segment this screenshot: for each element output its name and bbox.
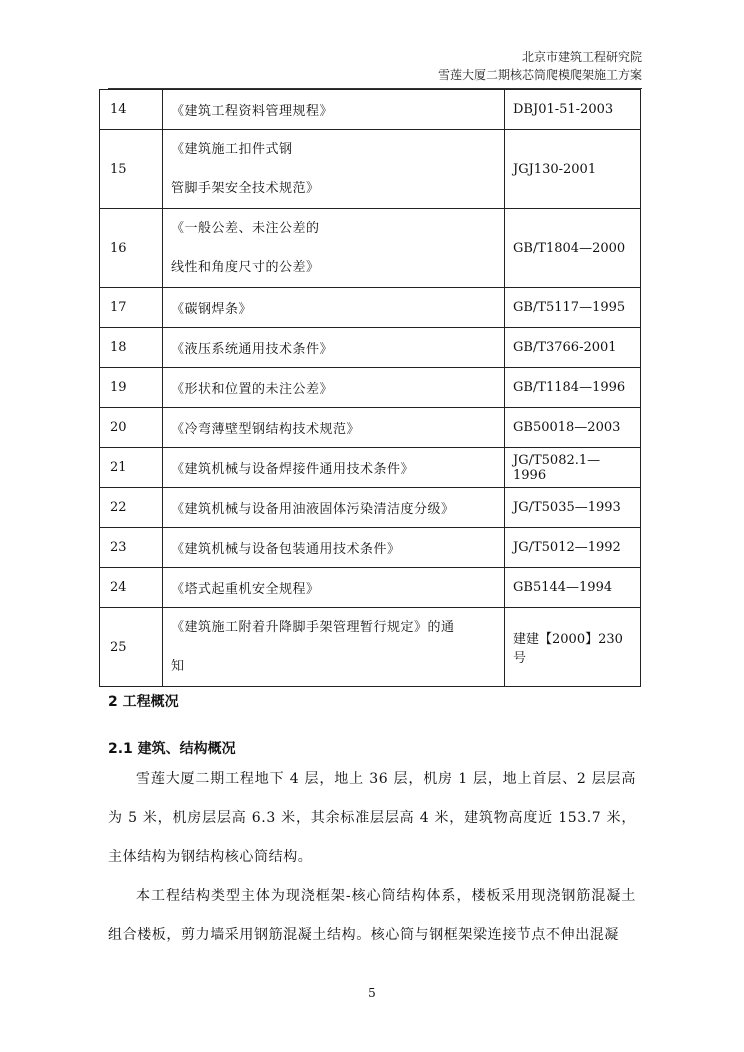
- standard-name: [163, 408, 505, 448]
- standard-code: GB50018—2003: [505, 408, 641, 448]
- standard-name-line: 《建筑工程资料管理规程》: [171, 104, 334, 119]
- standard-name-line: 《冷弯薄壁型钢结构技术规范》: [171, 422, 361, 437]
- standard-name-line: 《一般公差、未注公差的: [171, 221, 320, 236]
- header-title: 雪莲大厦二期核芯筒爬模爬架施工方案: [437, 68, 642, 82]
- row-number: 16: [100, 209, 163, 288]
- row-number: 23: [100, 528, 163, 568]
- standard-name-line: 《建筑机械与设备包装通用技术条件》: [171, 542, 401, 557]
- page-number: 5: [368, 986, 376, 1000]
- row-number: 18: [100, 328, 163, 368]
- section-2-1-title: 2.1 建筑、结构概况: [108, 741, 236, 757]
- standard-code: GB/T1804—2000: [505, 209, 641, 288]
- table-row: [100, 288, 641, 328]
- row-number: 21: [100, 448, 163, 488]
- standard-name: [163, 90, 505, 130]
- standard-name: [163, 288, 505, 328]
- standard-name-line: 《建筑施工附着升降脚手架管理暂行规定》的通: [171, 620, 455, 635]
- standard-name: [163, 448, 505, 488]
- standard-code: GB/T3766-2001: [505, 328, 641, 368]
- standard-name-line: 《建筑施工扣件式钢: [171, 142, 293, 157]
- paragraph-structure: 本工程结构类型主体为现浇框架-核心筒结构体系，楼板采用现浇钢筋混凝土组合楼板，剪力墙采用钢筋混凝土结构。核心筒与钢框架梁连接节点不伸出混凝: [108, 888, 636, 943]
- row-number: 24: [100, 568, 163, 608]
- row-number: 20: [100, 408, 163, 448]
- standard-name-line: 知: [171, 659, 185, 674]
- standard-name: [163, 568, 505, 608]
- standard-code: GB/T1184—1996: [505, 368, 641, 408]
- standard-code: JG/T5035—1993: [505, 488, 641, 528]
- standard-name-line: 《碳钢焊条》: [171, 302, 253, 317]
- table-row: [100, 488, 641, 528]
- standard-name: [163, 488, 505, 528]
- row-number: 15: [100, 130, 163, 209]
- table-row: [100, 368, 641, 408]
- section-2-title: 2 工程概况: [108, 694, 179, 710]
- standard-name: [163, 528, 505, 568]
- standard-name: [163, 209, 505, 288]
- standard-code: JGJ130-2001: [505, 130, 641, 209]
- standard-code: 建建【2000】230 号: [505, 608, 641, 687]
- row-number: 22: [100, 488, 163, 528]
- standard-code: GB5144—1994: [505, 568, 641, 608]
- row-number: 14: [100, 90, 163, 130]
- standard-name-line: 《建筑机械与设备焊接件通用技术条件》: [171, 462, 415, 477]
- row-number: 17: [100, 288, 163, 328]
- table-row: [100, 408, 641, 448]
- standard-name-line: 线性和角度尺寸的公差》: [171, 260, 320, 275]
- standard-code: JG/T5012—1992: [505, 528, 641, 568]
- table-row: [100, 130, 641, 209]
- standard-code: GB/T5117—1995: [505, 288, 641, 328]
- row-number: 25: [100, 608, 163, 687]
- row-number: 19: [100, 368, 163, 408]
- standard-name-line: 《液压系统通用技术条件》: [171, 342, 334, 357]
- standards-table: [99, 89, 641, 687]
- table-row: [100, 528, 641, 568]
- standard-name-line: 《塔式起重机安全规程》: [171, 582, 320, 597]
- standard-name-line: 《建筑机械与设备用油液固体污染清洁度分级》: [171, 502, 455, 517]
- standard-code: JG/T5082.1—1996: [505, 448, 641, 488]
- table-row: [100, 90, 641, 130]
- standard-code: DBJ01-51-2003: [505, 90, 641, 130]
- standard-name: [163, 328, 505, 368]
- standard-name: [163, 130, 505, 209]
- table-row: [100, 608, 641, 687]
- header-org: 北京市建筑工程研究院: [521, 50, 642, 64]
- standard-name-line: 管脚手架安全技术规范》: [171, 181, 320, 196]
- table-row: [100, 568, 641, 608]
- table-row: [100, 448, 641, 488]
- paragraph-overview: 雪莲大厦二期工程地下 4 层，地上 36 层，机房 1 层，地上首层、2 层层高为 5 米，机房层层高 6.3 米，其余标准层层高 4 米，建筑物高度近 153.7 米，主体结构为钢结构核心筒结构。: [108, 771, 636, 865]
- standard-name: [163, 368, 505, 408]
- table-row: [100, 209, 641, 288]
- standard-name-line: 《形状和位置的未注公差》: [171, 382, 334, 397]
- page-header: [438, 48, 642, 84]
- table-row: [100, 328, 641, 368]
- standard-name: [163, 608, 505, 687]
